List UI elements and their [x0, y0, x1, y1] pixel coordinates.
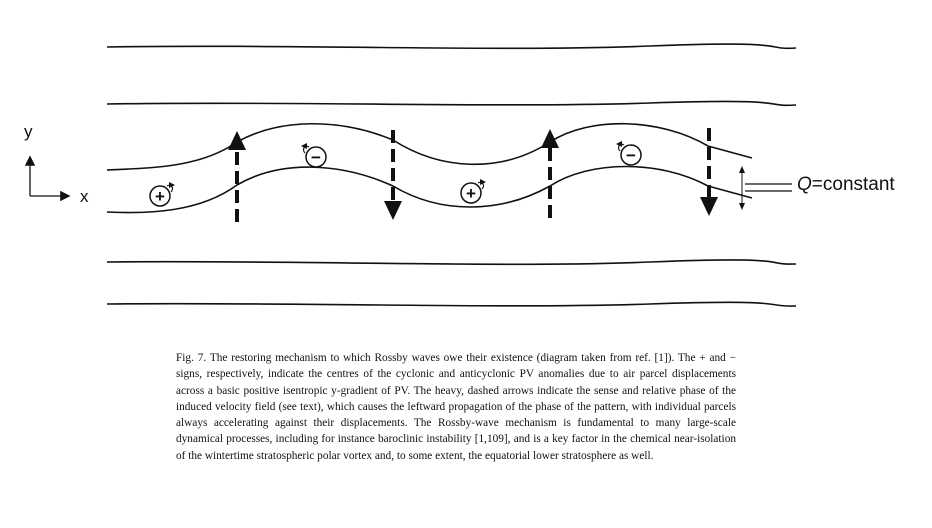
anticyclonic-anomaly-marker: [301, 143, 326, 167]
cyclonic-anomaly-marker: [150, 182, 175, 206]
q-constant-indicator: [739, 166, 895, 210]
contour-line-lower: [107, 260, 796, 264]
contour-line-bottom: [107, 302, 796, 306]
svg-text:−: −: [311, 148, 321, 167]
y-axis-label: y: [24, 122, 33, 141]
contour-line-upper: [107, 101, 796, 105]
figure-caption-text: The restoring mechanism to which Rossby waves owe their existence (diagram taken from ref. [1]). The + and − signs, respectively, indicate the centres of the cyclonic and anticyclonic PV anomalies due to air parcel displacements across a basic positive isentropic y-gradient of PV. The heavy, dashed arrows indicate the sense and relative phase of the induced velocity field (see text), which causes the leftward propagation of the phase of the pattern, with individual parcels always accelerating against their displacements. The Rossby-wave mechanism is fundamental to many large-scale dynamical processes, including for instance baroclinic instability [1,109], and is a key factor in the chemical near-isolation of the wintertime stratospheric polar vortex and, to some extent, the equatorial lower stratosphere as well.: [176, 352, 736, 462]
wavy-contour-lower: [107, 167, 752, 213]
velocity-arrow-up: [228, 131, 246, 222]
velocity-arrow-down: [700, 128, 718, 216]
x-axis-label: x: [80, 187, 89, 206]
wavy-contour-upper: [107, 124, 752, 170]
cyclonic-anomaly-marker: [461, 179, 486, 203]
svg-text:+: +: [155, 187, 165, 206]
svg-text:−: −: [626, 146, 636, 165]
svg-text:+: +: [466, 184, 476, 203]
anticyclonic-anomaly-marker: [616, 141, 641, 165]
axes-indicator: [24, 122, 89, 206]
figure-caption: [176, 350, 736, 464]
velocity-arrow-up: [541, 129, 559, 218]
q-constant-label: Q=constant: [797, 174, 895, 195]
figure-label: Fig. 7.: [176, 352, 207, 364]
contour-line-top: [107, 44, 796, 48]
